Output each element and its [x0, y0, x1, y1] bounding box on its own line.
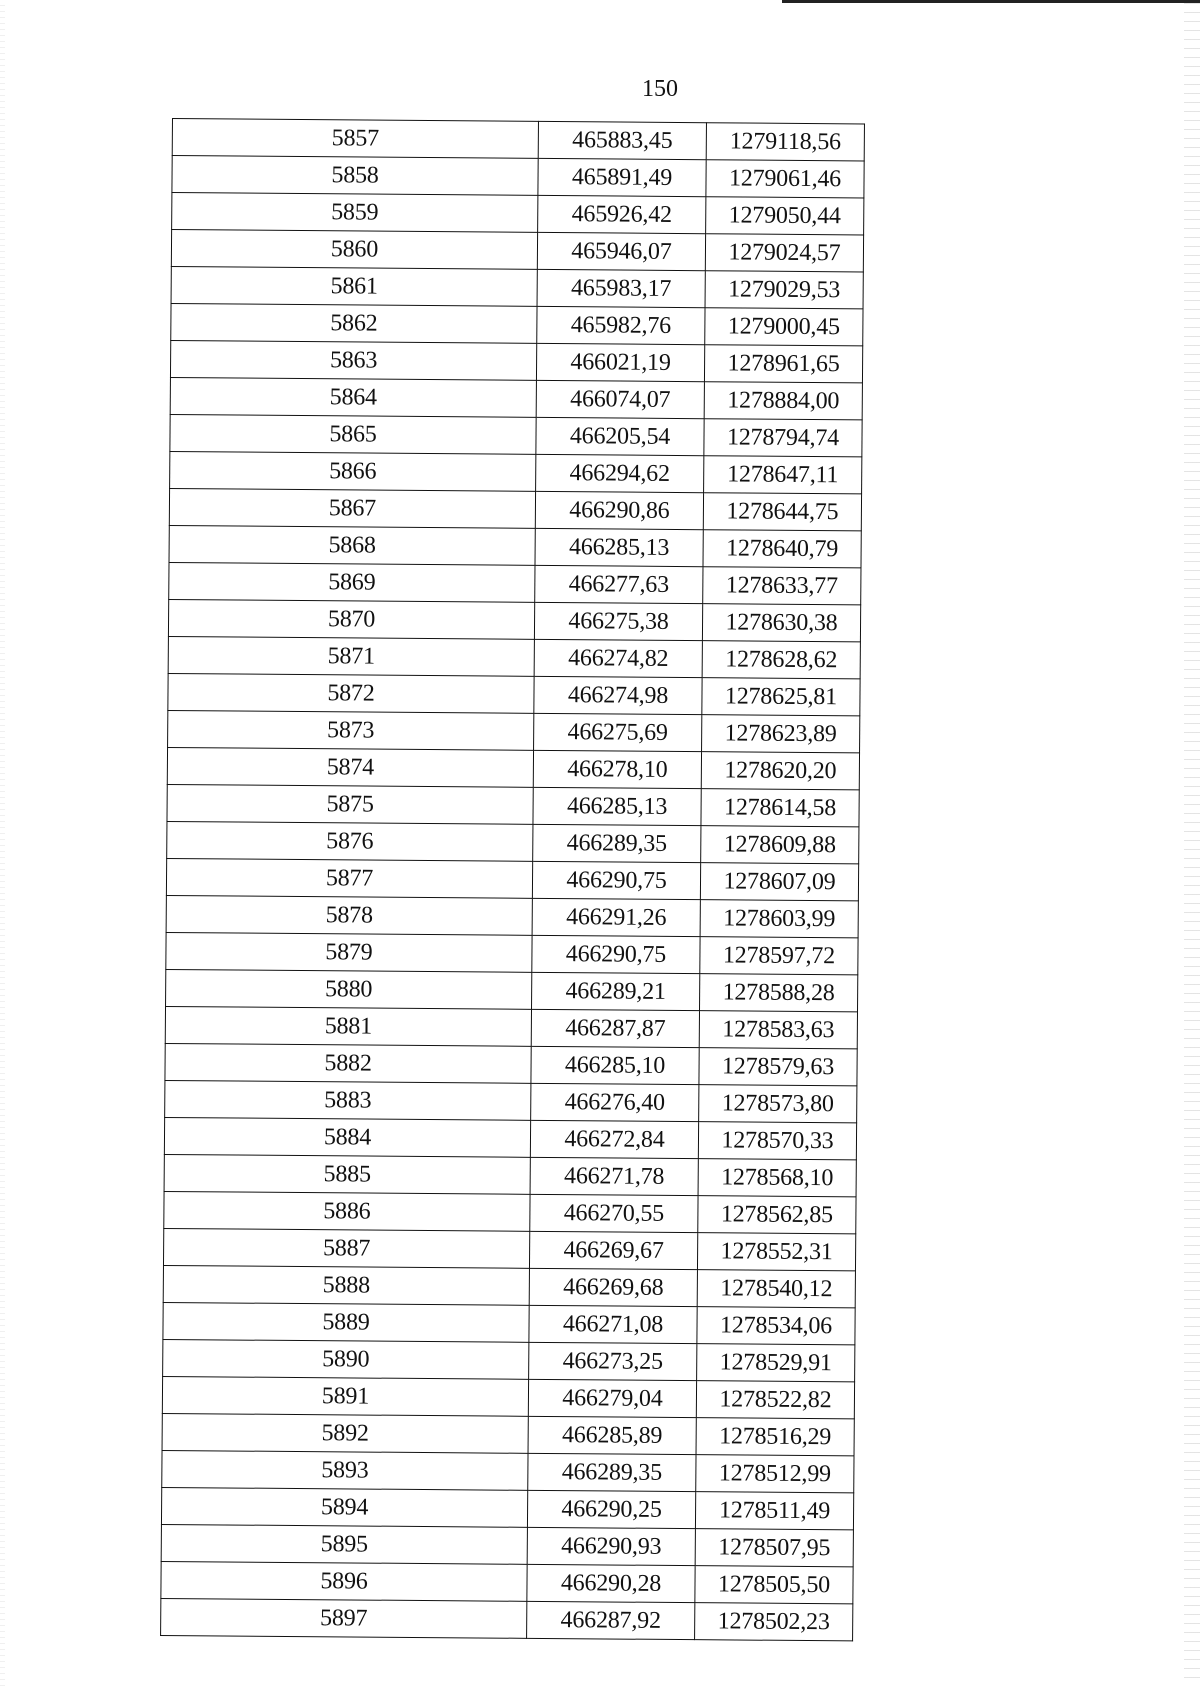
y-coordinate-cell: 1278570,33	[698, 1122, 856, 1160]
point-number-cell: 5876	[167, 821, 533, 861]
y-coordinate-cell: 1278507,95	[695, 1529, 853, 1567]
table-row	[171, 230, 863, 272]
top-edge-rule	[782, 0, 1200, 3]
x-coordinate-cell: 466290,93	[527, 1527, 695, 1565]
point-number-cell: 5862	[171, 303, 537, 343]
point-number-cell: 5873	[168, 710, 534, 750]
table-row	[169, 562, 861, 604]
x-coordinate-cell: 466290,86	[535, 491, 703, 529]
y-coordinate-cell: 1278884,00	[704, 382, 862, 420]
table-row	[167, 747, 859, 789]
table-row	[166, 969, 858, 1011]
point-number-cell: 5878	[166, 895, 532, 935]
x-coordinate-cell: 466289,35	[528, 1453, 696, 1491]
y-coordinate-cell: 1278633,77	[703, 567, 861, 605]
table-row	[166, 895, 858, 937]
table-row	[163, 1339, 855, 1381]
x-coordinate-cell: 466270,55	[530, 1194, 698, 1232]
y-coordinate-cell: 1278630,38	[702, 604, 860, 642]
y-coordinate-cell: 1278529,91	[697, 1344, 855, 1382]
point-number-cell: 5880	[166, 969, 532, 1009]
scan-edge-right	[1184, 0, 1200, 1686]
x-coordinate-cell: 465982,76	[537, 306, 705, 344]
point-number-cell: 5867	[169, 488, 535, 528]
table-row	[172, 156, 864, 198]
x-coordinate-cell: 465926,42	[538, 195, 706, 233]
x-coordinate-cell: 466205,54	[536, 417, 704, 455]
point-number-cell: 5886	[164, 1191, 530, 1231]
y-coordinate-cell: 1278579,63	[699, 1048, 857, 1086]
point-number-cell: 5882	[165, 1043, 531, 1083]
y-coordinate-cell: 1278647,11	[704, 456, 862, 494]
point-number-cell: 5897	[161, 1598, 527, 1638]
table-row	[165, 1006, 857, 1048]
y-coordinate-cell: 1279050,44	[706, 197, 864, 235]
point-number-cell: 5861	[171, 266, 537, 306]
x-coordinate-cell: 466279,04	[528, 1379, 696, 1417]
table-row	[161, 1598, 853, 1640]
point-number-cell: 5859	[172, 193, 538, 233]
table-row	[166, 858, 858, 900]
table-row	[168, 673, 860, 715]
point-number-cell: 5896	[161, 1561, 527, 1601]
point-number-cell: 5889	[163, 1302, 529, 1342]
x-coordinate-cell: 466273,25	[529, 1342, 697, 1380]
point-number-cell: 5874	[167, 747, 533, 787]
y-coordinate-cell: 1279029,53	[705, 271, 863, 309]
table-row	[170, 340, 862, 382]
point-number-cell: 5890	[163, 1339, 529, 1379]
x-coordinate-cell: 466269,68	[529, 1268, 697, 1306]
x-coordinate-cell: 466291,26	[532, 898, 700, 936]
y-coordinate-cell: 1278623,89	[702, 715, 860, 753]
x-coordinate-cell: 466287,87	[531, 1009, 699, 1047]
table-row	[172, 119, 864, 161]
x-coordinate-cell: 466285,13	[535, 528, 703, 566]
page-number: 150	[642, 76, 678, 102]
y-coordinate-cell: 1278562,85	[698, 1196, 856, 1234]
point-number-cell: 5872	[168, 673, 534, 713]
y-coordinate-cell: 1278568,10	[698, 1159, 856, 1197]
table-row	[165, 1043, 857, 1085]
y-coordinate-cell: 1278534,06	[697, 1307, 855, 1345]
x-coordinate-cell: 466290,75	[532, 935, 700, 973]
table-row	[167, 784, 859, 826]
x-coordinate-cell: 466269,67	[529, 1231, 697, 1269]
y-coordinate-cell: 1278540,12	[697, 1270, 855, 1308]
x-coordinate-cell: 466294,62	[536, 454, 704, 492]
table-row	[167, 821, 859, 863]
y-coordinate-cell: 1278794,74	[704, 419, 862, 457]
x-coordinate-cell: 466271,78	[530, 1157, 698, 1195]
y-coordinate-cell: 1278628,62	[702, 641, 860, 679]
point-number-cell: 5895	[161, 1524, 527, 1564]
table-row	[172, 193, 864, 235]
x-coordinate-cell: 465983,17	[537, 269, 705, 307]
y-coordinate-cell: 1278609,88	[701, 826, 859, 864]
table-row	[168, 636, 860, 678]
y-coordinate-cell: 1278505,50	[695, 1566, 853, 1604]
x-coordinate-cell: 466285,13	[533, 787, 701, 825]
table-row	[168, 599, 860, 641]
y-coordinate-cell: 1279061,46	[706, 160, 864, 198]
table-row	[170, 377, 862, 419]
x-coordinate-cell: 466290,28	[527, 1564, 695, 1602]
x-coordinate-cell: 465891,49	[538, 158, 706, 196]
point-number-cell: 5870	[168, 599, 534, 639]
point-number-cell: 5881	[165, 1006, 531, 1046]
point-number-cell: 5892	[162, 1413, 528, 1453]
table-row	[170, 451, 862, 493]
table-row	[169, 525, 861, 567]
y-coordinate-cell: 1278640,79	[703, 530, 861, 568]
x-coordinate-cell: 466287,92	[527, 1601, 695, 1639]
table-row	[170, 414, 862, 456]
x-coordinate-cell: 466275,69	[534, 713, 702, 751]
y-coordinate-cell: 1278588,28	[700, 974, 858, 1012]
x-coordinate-cell: 466021,19	[536, 343, 704, 381]
scan-edge-left	[0, 0, 5, 1686]
coordinates-table	[160, 118, 865, 1641]
x-coordinate-cell: 466272,84	[530, 1120, 698, 1158]
point-number-cell: 5888	[163, 1265, 529, 1305]
point-number-cell: 5887	[163, 1228, 529, 1268]
x-coordinate-cell: 466276,40	[531, 1083, 699, 1121]
point-number-cell: 5863	[170, 340, 536, 380]
table-row	[162, 1450, 854, 1492]
point-number-cell: 5884	[164, 1117, 530, 1157]
y-coordinate-cell: 1278614,58	[701, 789, 859, 827]
y-coordinate-cell: 1278512,99	[696, 1455, 854, 1493]
point-number-cell: 5879	[166, 932, 532, 972]
table-row	[163, 1228, 855, 1270]
y-coordinate-cell: 1278583,63	[699, 1011, 857, 1049]
x-coordinate-cell: 466274,98	[534, 676, 702, 714]
y-coordinate-cell: 1278511,49	[695, 1492, 853, 1530]
table-row	[162, 1376, 854, 1418]
y-coordinate-cell: 1278502,23	[695, 1603, 853, 1641]
point-number-cell: 5893	[162, 1450, 528, 1490]
x-coordinate-cell: 465883,45	[538, 121, 706, 159]
x-coordinate-cell: 465946,07	[537, 232, 705, 270]
x-coordinate-cell: 466289,35	[533, 824, 701, 862]
table-row	[164, 1117, 856, 1159]
point-number-cell: 5860	[171, 230, 537, 270]
x-coordinate-cell: 466074,07	[536, 380, 704, 418]
y-coordinate-cell: 1278625,81	[702, 678, 860, 716]
table-row	[161, 1524, 853, 1566]
table-row	[166, 932, 858, 974]
table-row	[162, 1413, 854, 1455]
x-coordinate-cell: 466285,10	[531, 1046, 699, 1084]
table-row	[165, 1080, 857, 1122]
point-number-cell: 5877	[166, 858, 532, 898]
table-row	[161, 1487, 853, 1529]
x-coordinate-cell: 466278,10	[533, 750, 701, 788]
y-coordinate-cell: 1278516,29	[696, 1418, 854, 1456]
y-coordinate-cell: 1278607,09	[700, 863, 858, 901]
point-number-cell: 5885	[164, 1154, 530, 1194]
table-row	[164, 1191, 856, 1233]
y-coordinate-cell: 1278603,99	[700, 900, 858, 938]
table-row	[163, 1265, 855, 1307]
point-number-cell: 5857	[172, 119, 538, 159]
point-number-cell: 5891	[162, 1376, 528, 1416]
point-number-cell: 5868	[169, 525, 535, 565]
x-coordinate-cell: 466274,82	[534, 639, 702, 677]
point-number-cell: 5866	[170, 451, 536, 491]
y-coordinate-cell: 1279024,57	[705, 234, 863, 272]
y-coordinate-cell: 1279000,45	[705, 308, 863, 346]
x-coordinate-cell: 466290,75	[532, 861, 700, 899]
table-row	[161, 1561, 853, 1603]
x-coordinate-cell: 466275,38	[534, 602, 702, 640]
table-row	[171, 266, 863, 308]
y-coordinate-cell: 1278552,31	[697, 1233, 855, 1271]
x-coordinate-cell: 466290,25	[527, 1490, 695, 1528]
table-row	[164, 1154, 856, 1196]
point-number-cell: 5869	[169, 562, 535, 602]
point-number-cell: 5858	[172, 156, 538, 196]
y-coordinate-cell: 1278597,72	[700, 937, 858, 975]
table-row	[163, 1302, 855, 1344]
y-coordinate-cell: 1278573,80	[699, 1085, 857, 1123]
y-coordinate-cell: 1278961,65	[704, 345, 862, 383]
x-coordinate-cell: 466271,08	[529, 1305, 697, 1343]
point-number-cell: 5875	[167, 784, 533, 824]
point-number-cell: 5871	[168, 636, 534, 676]
coordinates-table-body	[161, 119, 865, 1641]
table-row	[168, 710, 860, 752]
point-number-cell: 5894	[161, 1487, 527, 1527]
y-coordinate-cell: 1278522,82	[696, 1381, 854, 1419]
point-number-cell: 5864	[170, 377, 536, 417]
x-coordinate-cell: 466289,21	[532, 972, 700, 1010]
y-coordinate-cell: 1278644,75	[703, 493, 861, 531]
x-coordinate-cell: 466277,63	[535, 565, 703, 603]
table-row	[171, 303, 863, 345]
point-number-cell: 5883	[165, 1080, 531, 1120]
table-row	[169, 488, 861, 530]
y-coordinate-cell: 1278620,20	[701, 752, 859, 790]
y-coordinate-cell: 1279118,56	[706, 123, 864, 161]
point-number-cell: 5865	[170, 414, 536, 454]
x-coordinate-cell: 466285,89	[528, 1416, 696, 1454]
